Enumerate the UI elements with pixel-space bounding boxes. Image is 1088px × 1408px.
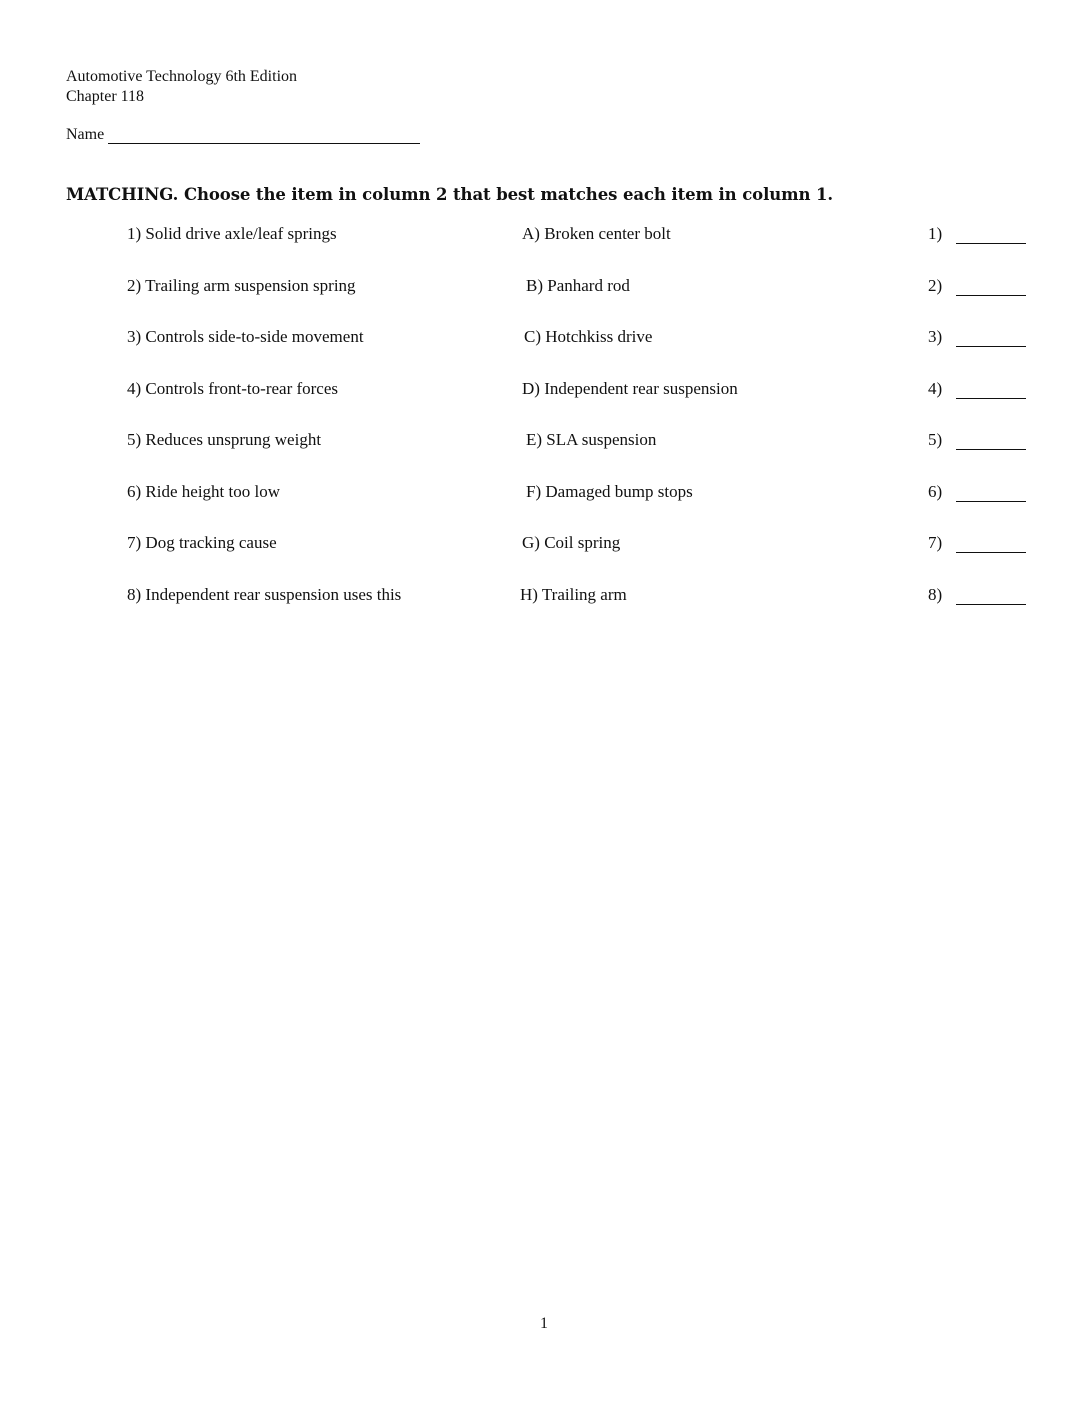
match-row — [0, 531, 1088, 559]
answer-blank[interactable] — [956, 449, 1026, 450]
column2-item: D) Independent rear suspension — [522, 378, 738, 398]
column1-item: 8) Independent rear suspension uses this — [127, 584, 402, 604]
name-label: Name — [66, 126, 105, 143]
chapter-label: Chapter 118 — [66, 88, 145, 105]
match-row — [0, 428, 1088, 456]
column2-item: B) Panhard rod — [526, 275, 630, 295]
column1-item: 6) Ride height too low — [127, 481, 280, 501]
column2-item: C) Hotchkiss drive — [524, 327, 653, 346]
name-field-line[interactable] — [108, 143, 420, 144]
column2-item: F) Damaged bump stops — [526, 481, 693, 501]
answer-blank[interactable] — [956, 552, 1026, 553]
answer-label: 4) — [928, 378, 943, 398]
match-row — [0, 222, 1088, 250]
match-row — [0, 583, 1088, 611]
column2-item: H) Trailing arm — [520, 584, 627, 604]
column1-item: 7) Dog tracking cause — [127, 533, 277, 552]
answer-blank[interactable] — [956, 398, 1026, 399]
answer-blank[interactable] — [956, 501, 1026, 502]
column2-item: G) Coil spring — [522, 533, 621, 552]
match-row — [0, 325, 1088, 353]
column1-item: 5) Reduces unsprung weight — [127, 430, 322, 449]
column1-item: 4) Controls front-to-rear forces — [127, 378, 339, 398]
answer-label: 8) — [928, 584, 943, 604]
answer-label: 7) — [928, 533, 943, 552]
answer-label: 2) — [928, 275, 943, 295]
book-title: Automotive Technology 6th Edition — [66, 68, 298, 85]
column2-item: E) SLA suspension — [526, 430, 657, 449]
match-row — [0, 274, 1088, 302]
answer-blank[interactable] — [956, 243, 1026, 244]
column2-item: A) Broken center bolt — [522, 224, 671, 243]
answer-label: 5) — [928, 430, 943, 449]
match-row — [0, 377, 1088, 405]
answer-label: 1) — [928, 224, 943, 243]
answer-label: 6) — [928, 481, 943, 501]
answer-blank[interactable] — [956, 346, 1026, 347]
column1-item: 2) Trailing arm suspension spring — [127, 275, 356, 295]
match-row — [0, 480, 1088, 508]
page-number: 1 — [540, 1315, 548, 1332]
answer-blank[interactable] — [956, 295, 1026, 296]
answer-blank[interactable] — [956, 604, 1026, 605]
column1-item: 1) Solid drive axle/leaf springs — [127, 224, 337, 243]
answer-label: 3) — [928, 327, 943, 346]
column1-item: 3) Controls side-to-side movement — [127, 327, 364, 346]
matching-instructions: MATCHING. Choose the item in column 2 that best matches each item in column 1. — [66, 185, 834, 204]
